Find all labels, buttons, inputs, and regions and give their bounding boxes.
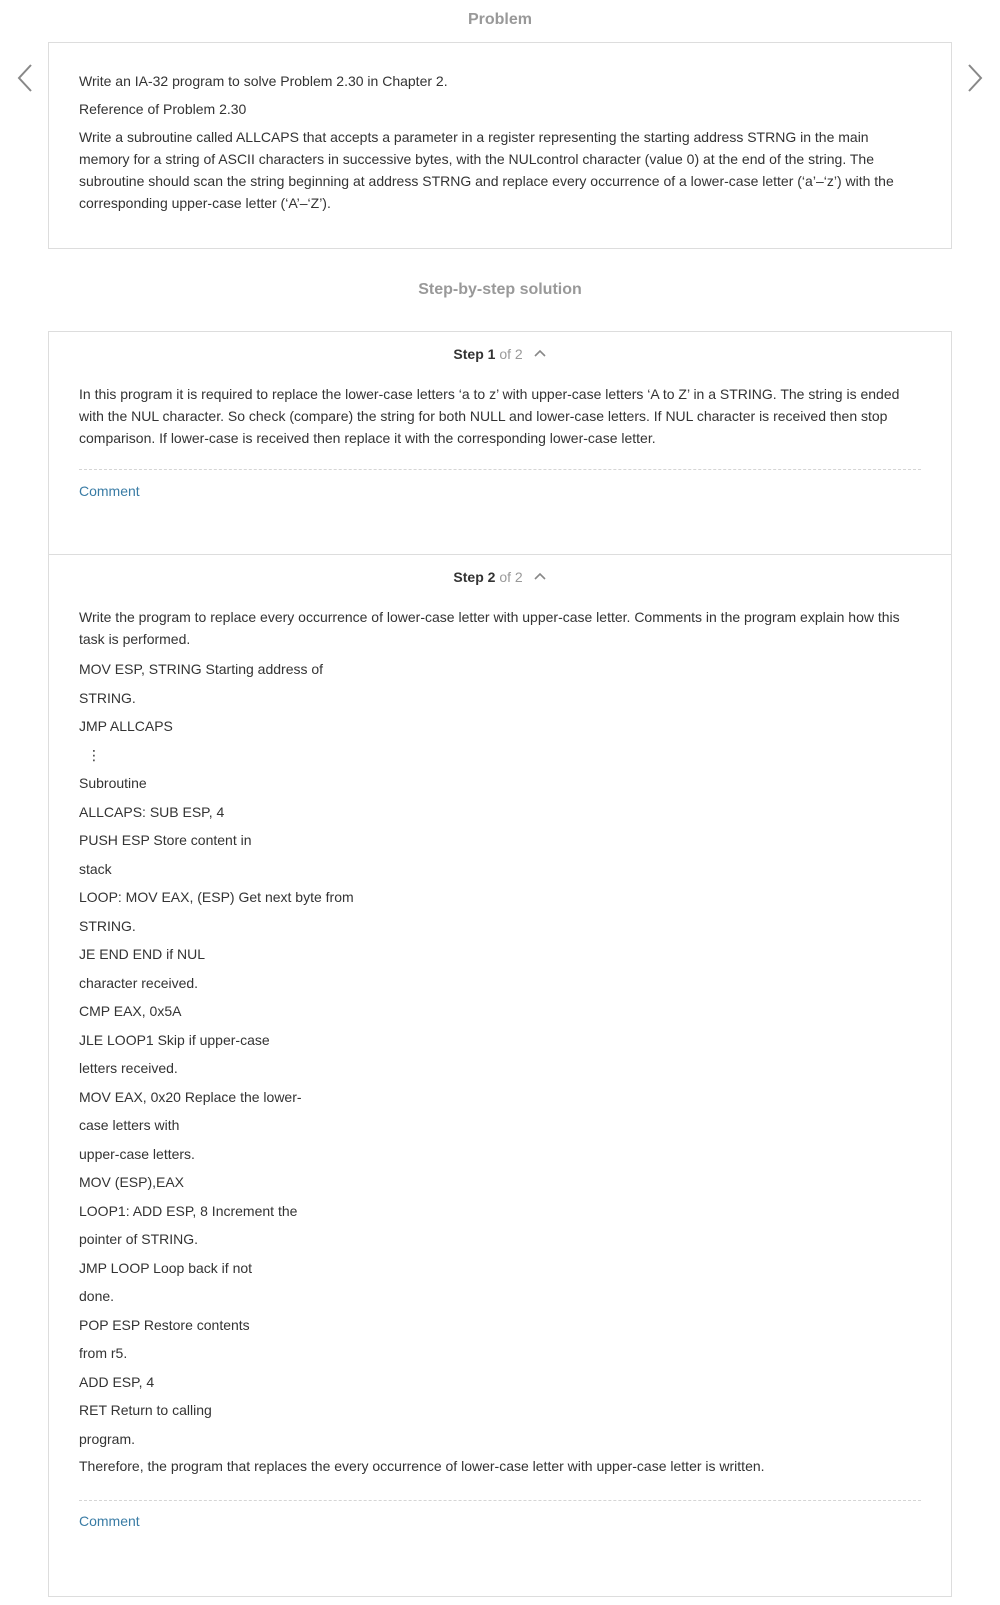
divider [79,469,921,470]
step-2-intro: Write the program to replace every occurrence of lower-case letter with upper-case letter. Comments in the program explain how this task is performed. [79,609,900,647]
problem-statement: Write an IA-32 program to solve Problem 2.30 in Chapter 2. [79,73,448,89]
step-2 [49,554,951,1598]
step-1-text: In this program it is required to replace the lower-case letters ‘a to z’ with upper-case letters ‘A to Z’ in a STRING. The string is ended with the NUL character. So check (compare) the string for both NULL and lower-case letters. If NUL character is received then stop comparison. If lower-case is received then replace it with the corresponding lower-case letter. [79,386,900,446]
code-line: JE END END if NUL [79,946,206,962]
comment-link[interactable]: Comment [79,483,140,499]
code-line: letters received. [79,1060,178,1076]
chevron-left-icon [14,62,38,94]
step-count: of 2 [499,569,523,585]
code-line: POP ESP Restore contents [79,1317,250,1333]
code-line: program. [79,1431,136,1447]
code-line: done. [79,1288,115,1304]
previous-button[interactable] [14,62,38,94]
code-line: Subroutine [79,775,147,791]
step-1 [49,332,951,554]
code-line: ADD ESP, 4 [79,1374,155,1390]
chevron-up-icon [533,571,547,581]
problem-reference: Reference of Problem 2.30 [79,101,247,117]
code-line: LOOP1: ADD ESP, 8 Increment the [79,1203,298,1219]
code-line: PUSH ESP Store content in [79,832,252,848]
code-line: MOV (ESP),EAX [79,1174,185,1190]
chevron-right-icon [962,62,986,94]
step-label: Step 1 [453,346,496,362]
code-line: stack [79,861,112,877]
code-line: JLE LOOP1 Skip if upper-case [79,1032,270,1048]
code-line: character received. [79,975,199,991]
step-1-header[interactable] [49,345,951,363]
code-line: MOV ESP, STRING Starting address of [79,661,324,677]
code-line: ALLCAPS: SUB ESP, 4 [79,804,225,820]
step-2-header[interactable] [49,568,951,586]
problem-card [48,42,952,249]
code-line: LOOP: MOV EAX, (ESP) Get next byte from [79,889,354,905]
code-line: CMP EAX, 0x5A [79,1003,182,1019]
code-line: pointer of STRING. [79,1231,199,1247]
code-line: ⋮ [87,747,101,763]
step-2-conclusion: Therefore, the program that replaces the every occurrence of lower-case letter with upper-case letter is written. [79,1458,765,1474]
code-line: upper-case letters. [79,1146,195,1162]
code-line: RET Return to calling [79,1402,212,1418]
code-line: MOV EAX, 0x20 Replace the lower- [79,1089,302,1105]
problem-heading: Problem [467,11,532,28]
comment-link[interactable]: Comment [79,1513,140,1529]
problem-description: Write a subroutine called ALLCAPS that accepts a parameter in a register representing the starting address STRNG in the main memory for a string of ASCII characters in successive bytes, with the NULcontrol character (value 0) at the end of the string. The subroutine should scan the string beginning at address STRNG and replace every occurrence of a lower-case letter (‘a’–‘z’) with the corresponding upper-case letter (‘A’–‘Z’). [79,129,894,211]
code-line: STRING. [79,690,136,706]
code-line: STRING. [79,918,136,934]
step-label: Step 2 [453,569,496,585]
solution-heading: Step-by-step solution [418,281,582,298]
step-count: of 2 [499,346,523,362]
code-line: JMP LOOP Loop back if not [79,1260,253,1276]
chevron-up-icon [533,348,547,358]
code-line: from r5. [79,1345,128,1361]
next-button[interactable] [962,62,986,94]
divider [79,1500,921,1501]
steps-card [48,331,952,1597]
code-line: JMP ALLCAPS [79,718,173,734]
code-line: case letters with [79,1117,180,1133]
